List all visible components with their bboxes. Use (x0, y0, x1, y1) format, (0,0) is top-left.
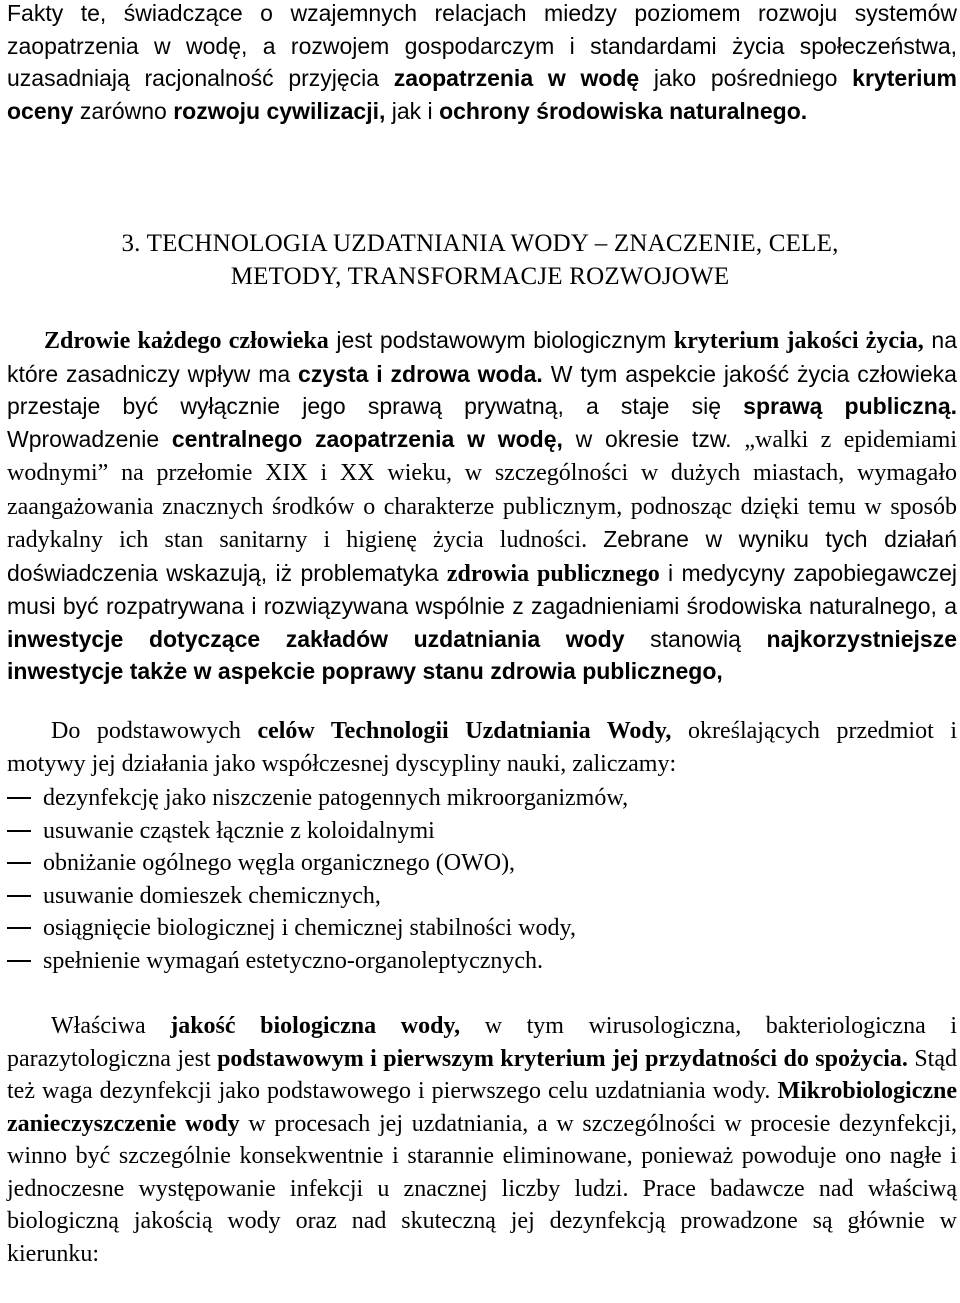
text-run: Fakty te, świadczące o wzajemnych relacjach miedzy poziomem rozwoju systemów zaopatrzenia w wodę, a rozwojem gospodarczym i standardami życia społeczeństwa, uzasadniają racjonalność przyjęcia (7, 0, 957, 91)
text-run: Stąd też waga dezynfekcji jako podstawowego i pierwszego celu uzdatniania wody. (7, 1045, 958, 1104)
text-run: i medycyny zapobiegawczej musi być rozpatrywana i rozwiązywana wspólnie z zagadnieniami środowiska naturalnego, a (7, 559, 957, 619)
list-item (7, 912, 957, 945)
goals-list (7, 782, 957, 977)
text-run: jako pośredniego (639, 65, 853, 91)
list-item (7, 945, 957, 978)
bold-text-run: zaopatrzenia w wodę (393, 65, 640, 91)
list-item-text: osiągnięcie biologicznej i chemicznej stabilności wody, (43, 915, 576, 941)
list-item-text: usuwanie cząstek łącznie z koloidalnymi (43, 817, 435, 844)
bold-text-run: centralnego zaopatrzenia w wodę, (171, 425, 563, 452)
dash-bullet-icon (7, 830, 31, 832)
text-run: Właściwa (51, 1013, 171, 1039)
bold-text-run: najkorzystniejsze inwestycje także w aspekcie poprawy stanu zdrowia publicznego, (7, 625, 957, 684)
list-item (7, 782, 957, 815)
text-run: jak i (385, 97, 440, 124)
section-heading-line-2: METODY, TRANSFORMACJE ROZWOJOWE (230, 263, 730, 290)
text-run: stanowią (624, 625, 767, 652)
text-run: Zebrane w wyniku tych działań doświadczenia wskazują, iż problematyka (7, 526, 957, 586)
section-heading (0, 227, 960, 293)
biological-quality-paragraph (7, 1010, 957, 1270)
intro-paragraph (7, 0, 957, 127)
list-item-text: spełnienie wymagań estetyczno-organoleptycznych. (43, 947, 544, 974)
dash-bullet-icon (7, 895, 31, 897)
bold-text-run: zdrowia publicznego (446, 560, 660, 587)
dash-bullet-icon (7, 862, 31, 864)
bold-text-run: Mikrobiologiczne zanieczyszczenie wody (7, 1078, 957, 1137)
bold-text-run: sprawą publiczną. (743, 393, 958, 419)
health-paragraph (7, 324, 957, 688)
bold-text-run: ochrony środowiska naturalnego. (439, 97, 808, 124)
list-item-text: usuwanie domieszek chemicznych, (43, 882, 381, 909)
bold-text-run: rozwoju cywilizacji, (173, 97, 386, 124)
text-run: na które zasadniczy wpływ ma (7, 327, 958, 387)
bold-text-run: jakość biologiczna wody, (170, 1013, 461, 1039)
text-run: zarówno (73, 97, 174, 124)
bold-text-run: kryterium oceny (7, 65, 957, 124)
bold-text-run: inwestycje dotyczące zakładów uzdatniania wody (7, 625, 625, 652)
list-item-text: dezynfekcję jako niszczenie patogennych mikroorganizmów, (43, 785, 629, 811)
dash-bullet-icon (7, 927, 31, 929)
dash-bullet-icon (7, 960, 31, 962)
text-run: „walki z epidemiami wodnymi” na przełomie XIX i XX wieku, w szczególności w dużych miastach, wymagało zaangażowania znacznych środków o charakterze publicznym, podnosząc dzięki temu w sposób radykalny ich stan sanitarny i higienę życia ludności. (7, 426, 957, 553)
list-item (7, 847, 957, 880)
text-run: Do podstawowych (51, 718, 258, 744)
text-run: w okresie tzw. (562, 425, 745, 452)
goals-paragraph (7, 715, 957, 780)
list-item (7, 880, 957, 913)
bold-text-run: Zdrowie każdego człowieka (44, 328, 329, 354)
list-item-text: obniżanie ogólnego węgla organicznego (OWO), (43, 850, 516, 876)
text-run: w tym wirusologiczna, bakteriologiczna i parazytologiczna jest (7, 1013, 957, 1072)
section-heading-line-1: 3. TECHNOLOGIA UZDATNIANIA WODY – ZNACZENIE, CELE, (121, 230, 839, 257)
text-run: jest podstawowym biologicznym (328, 327, 674, 353)
dash-bullet-icon (7, 797, 31, 799)
text-run: W tym aspekcie jakość życia człowieka przestaje być wyłącznie jego sprawą prywatną, a staje się (7, 360, 957, 419)
text-run: w procesach jej uzdatniania, a w szczególności w procesie dezynfekcji, winno być szczególnie konsekwentnie i starannie eliminowane, ponieważ powoduje ono nagłe i jednoczesne występowanie infekcji u znacznej liczby ludzi. Prace badawcze nad właściwą biologiczną jakością wody oraz nad skuteczną jej dezynfekcją prowadzone są głównie w kierunku: (7, 1110, 957, 1267)
text-run: określających przedmiot i motywy jej działania jako współczesnej dyscypliny nauki, zaliczamy: (7, 718, 957, 777)
list-item (7, 815, 957, 848)
bold-text-run: podstawowym i pierwszym kryterium jej przydatności do spożycia. (217, 1045, 908, 1072)
bold-text-run: czysta i zdrowa woda. (298, 360, 543, 387)
bold-text-run: celów Technologii Uzdatniania Wody, (257, 718, 672, 744)
bold-text-run: kryterium jakości życia, (673, 328, 924, 354)
text-run: Wprowadzenie (7, 425, 172, 452)
